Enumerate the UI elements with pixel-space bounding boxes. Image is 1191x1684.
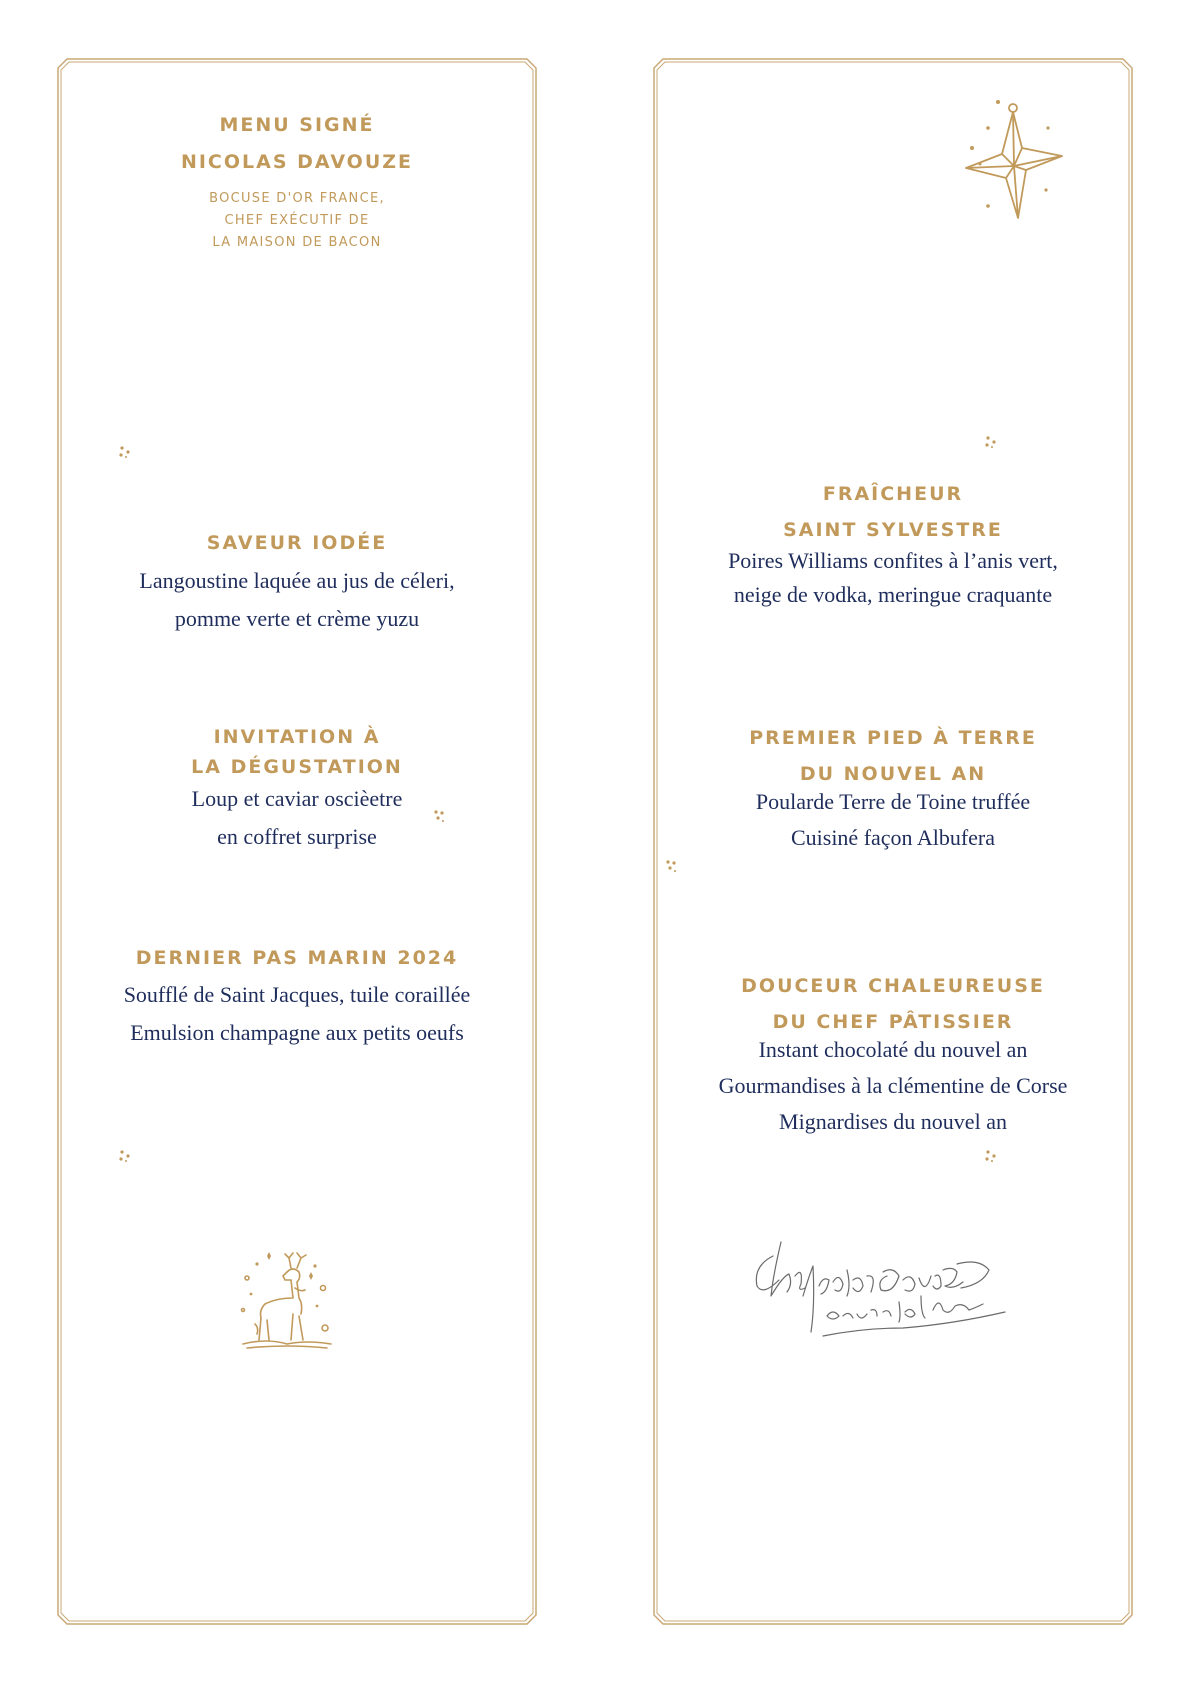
course-title: [57, 943, 537, 973]
credential-line: BOCUSE D'OR FRANCE,: [209, 191, 385, 206]
course-title: [57, 528, 537, 558]
course-description: [653, 1032, 1133, 1140]
course-title-line: FRAÎCHEUR: [822, 483, 964, 505]
menu-panel-left: [57, 58, 537, 1625]
course-title: [653, 476, 1133, 548]
chef-credentials: [57, 188, 537, 254]
sparkle-icon: [983, 1148, 999, 1164]
course-title-line: SAVEUR IODÉE: [206, 532, 388, 554]
sparkle-icon: [983, 434, 999, 450]
signature-drawing: [743, 1236, 1023, 1356]
course-title-line: PREMIER PIED À TERRE: [749, 727, 1037, 749]
dish-line: Soufflé de Saint Jacques, tuile coraillée: [123, 982, 471, 1007]
dish-line: en coffret surprise: [217, 824, 377, 849]
course-description: [653, 784, 1133, 856]
course-title-line: DU NOUVEL AN: [799, 763, 987, 785]
menu-signe-label: MENU SIGNÉ: [219, 114, 375, 136]
dish-line: Loup et caviar oscièetre: [191, 786, 403, 811]
dish-line: Cuisiné façon Albufera: [790, 825, 996, 850]
course-title-line: DU CHEF PÂTISSIER: [772, 1011, 1014, 1033]
course-title-line: LA DÉGUSTATION: [191, 756, 403, 778]
credential-line: CHEF EXÉCUTIF DE: [224, 213, 370, 228]
course-description: [57, 976, 537, 1052]
sparkle-icon: [117, 444, 133, 460]
star-ornament-icon: [958, 98, 1068, 223]
dish-line: Instant chocolaté du nouvel an: [758, 1037, 1028, 1062]
dish-line: Poires Williams confites à l’anis vert,: [728, 548, 1058, 573]
dish-line: Emulsion champagne aux petits oeufs: [130, 1020, 464, 1045]
dish-line: Poularde Terre de Toine truffée: [755, 789, 1031, 814]
sparkle-icon: [117, 1148, 133, 1164]
chef-title: [57, 110, 537, 177]
course-description: [653, 544, 1133, 612]
course-title: [653, 968, 1133, 1040]
course-title-line: INVITATION À: [213, 726, 381, 748]
course-description: [57, 780, 537, 856]
course-title: [57, 722, 537, 782]
chef-signature: [743, 1236, 1023, 1356]
sparkle-icon: [663, 858, 679, 874]
dish-line: Gourmandises à la clémentine de Corse: [718, 1073, 1068, 1098]
course-title-line: DERNIER PAS MARIN 2024: [135, 947, 459, 969]
course-description: [57, 562, 537, 638]
sparkle-icon: [431, 808, 447, 824]
credential-line: LA MAISON DE BACON: [212, 235, 382, 250]
menu-panel-right: [653, 58, 1133, 1625]
dish-line: Langoustine laquée au jus de céleri,: [139, 568, 455, 593]
course-title-line: DOUCEUR CHALEUREUSE: [741, 975, 1045, 997]
chef-name: NICOLAS DAVOUZE: [180, 151, 414, 173]
reindeer-icon: [237, 1248, 337, 1358]
course-title-line: SAINT SYLVESTRE: [783, 519, 1003, 541]
dish-line: Mignardises du nouvel an: [779, 1109, 1007, 1134]
dish-line: pomme verte et crème yuzu: [174, 606, 420, 631]
course-title: [653, 720, 1133, 792]
dish-line: neige de vodka, meringue craquante: [733, 582, 1053, 607]
